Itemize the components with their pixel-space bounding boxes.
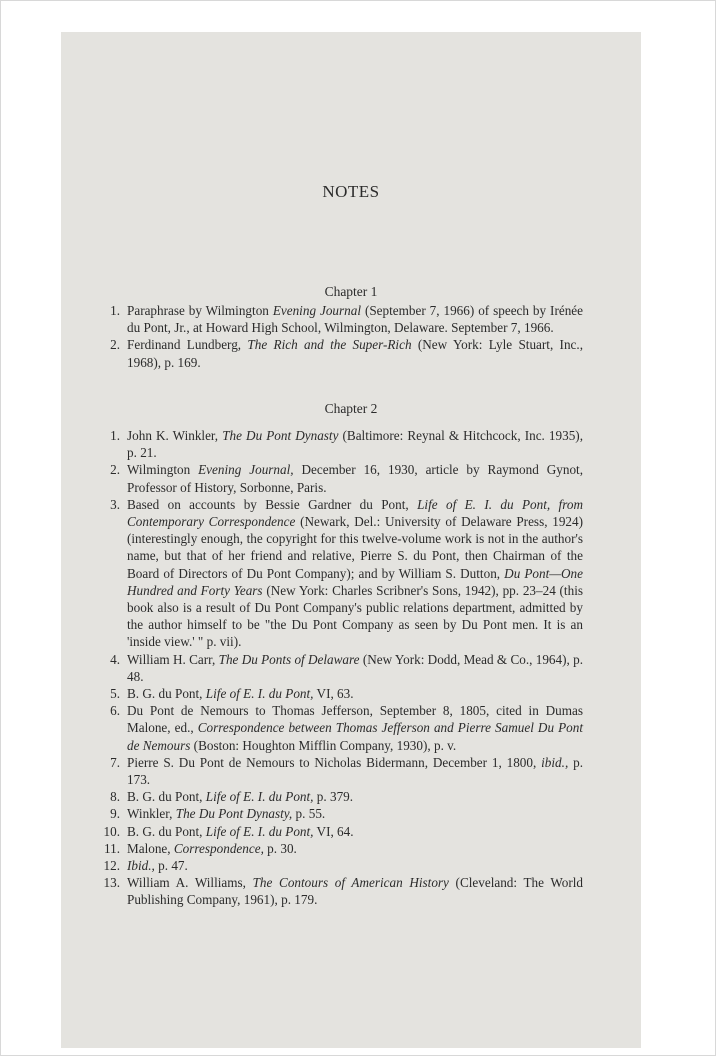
note-item xyxy=(91,823,583,840)
note-text: Du Pont de Nemours to Thomas Jefferson, September 8, 1805, cited in Dumas Malone, ed., xyxy=(127,703,583,736)
note-item xyxy=(91,805,583,822)
note-item xyxy=(91,702,583,754)
note-number: 9. xyxy=(110,806,120,822)
note-text: (Baltimore: Reynal & Hitchcock, Inc. 1935), p. 21. xyxy=(127,428,583,461)
note-title-italic: Ibid., xyxy=(127,858,155,874)
note-title-italic: The Contours of American History xyxy=(252,875,449,891)
note-text: (New York: Lyle Stuart, Inc., 1968), p. 169. xyxy=(127,337,583,370)
note-text: p. 55. xyxy=(292,806,326,822)
note-item xyxy=(91,788,583,805)
note-text: Malone, xyxy=(127,840,174,856)
note-text: December 16, 1930, article by Raymond Gynot, Professor of History, Sorbonne, Paris. xyxy=(127,462,583,495)
chapter-2-notes xyxy=(91,427,583,909)
note-item xyxy=(91,874,583,908)
note-text: William H. Carr, xyxy=(127,651,219,667)
note-number: 2. xyxy=(110,337,120,353)
note-text: (New York: Charles Scribner's Sons, 1942), pp. 23–24 (this book also is a result of Du Pont Company's public relations department, admitted by the author himself to be "the Du Pont Company as seen by Du Pont men. It is an 'inside view.' " p. vii). xyxy=(127,582,583,650)
note-title-italic: Correspondence, xyxy=(173,840,264,856)
note-title-italic: The Rich and the Super-Rich xyxy=(247,337,412,353)
note-item xyxy=(91,336,583,370)
note-text: p. 47. xyxy=(154,858,188,874)
note-item xyxy=(91,427,583,461)
document-page xyxy=(61,32,641,1048)
note-number: 5. xyxy=(110,686,120,702)
note-text: B. G. du Pont, xyxy=(127,686,206,702)
note-number: 4. xyxy=(110,651,120,667)
note-title-italic: Du Pont—One Hundred and Forty Years xyxy=(127,565,583,598)
note-text: p. 173. xyxy=(127,754,583,788)
note-text: Winkler, xyxy=(127,806,176,822)
note-number: 6. xyxy=(110,703,120,719)
note-item xyxy=(91,754,583,788)
note-text: (Boston: Houghton Mifflin Company, 1930), p. v. xyxy=(190,737,457,753)
note-item xyxy=(91,461,583,495)
chapter-heading: Chapter 2 xyxy=(324,401,378,416)
note-number: 2. xyxy=(110,462,120,478)
note-item xyxy=(91,496,583,651)
note-number: 1. xyxy=(110,428,120,443)
note-item xyxy=(91,651,583,685)
note-number: 11. xyxy=(104,840,120,856)
note-text: (Cleveland: The World Publishing Company, 1961), p. 179. xyxy=(127,875,584,908)
note-text: B. G. du Pont, xyxy=(127,789,206,805)
note-title-italic: The Du Pont Dynasty xyxy=(222,428,339,443)
note-number: 1. xyxy=(110,303,120,318)
note-text: B. G. du Pont, xyxy=(127,823,206,839)
note-number: 7. xyxy=(110,754,120,770)
note-title-italic: Correspondence between Thomas Jefferson and Pierre Samuel Du Pont de Nemours xyxy=(127,720,583,753)
note-text: (New York: Dodd, Mead & Co., 1964), p. 48. xyxy=(127,651,583,684)
note-text: VI, 64. xyxy=(313,823,354,839)
note-item xyxy=(91,685,583,702)
note-title-italic: Evening Journal xyxy=(272,303,361,318)
page-title: NOTES xyxy=(322,182,380,201)
note-number: 10. xyxy=(103,823,120,839)
note-item xyxy=(91,840,583,857)
note-text: Ferdinand Lundberg, xyxy=(127,337,248,353)
note-text: p. 30. xyxy=(263,840,297,856)
note-text: Based on accounts by Bessie Gardner du Pont, xyxy=(127,496,418,512)
note-text: Wilmington xyxy=(127,462,199,478)
note-text: Paraphrase by Wilmington xyxy=(127,303,273,318)
chapter-heading: Chapter 1 xyxy=(324,284,378,299)
note-text: John K. Winkler, xyxy=(127,428,223,443)
note-item xyxy=(91,857,583,874)
note-number: 8. xyxy=(110,789,120,805)
note-item xyxy=(91,302,583,336)
note-text: (Newark, Del.: University of Delaware Press, 1924) (interestingly enough, the copyright for this twelve-volume work is not in the author's name, but that of her friend and relative, Pierre S. du Pont, then Chairman of the Board of Directors of Du Pont Company); and by William S. Dutton, xyxy=(127,514,583,581)
note-number: 13. xyxy=(103,875,120,891)
note-title-italic: Life of E. I. du Pont, xyxy=(205,686,314,702)
note-title-italic: Evening Journal, xyxy=(198,462,294,478)
note-text: VI, 63. xyxy=(313,686,354,702)
note-title-italic: ibid., xyxy=(541,754,569,770)
note-number: 3. xyxy=(110,496,120,512)
note-number: 12. xyxy=(103,858,120,874)
chapter-1-notes xyxy=(91,302,583,371)
note-title-italic: Life of E. I. du Pont, xyxy=(205,823,314,839)
note-text: William A. Williams, xyxy=(127,875,253,891)
note-text: p. 379. xyxy=(313,789,354,805)
note-title-italic: Life of E. I. du Pont, xyxy=(205,789,314,805)
note-title-italic: The Du Ponts of Delaware xyxy=(218,651,360,667)
note-title-italic: Life of E. I. du Pont, from Contemporary Correspondence xyxy=(127,496,583,530)
note-text: (September 7, 1966) of speech by Irénée du Pont, Jr., at Howard High School, Wilmington, Delaware. September 7, 1966. xyxy=(127,303,583,336)
note-title-italic: The Du Pont Dynasty, xyxy=(175,806,293,822)
note-text: Pierre S. Du Pont de Nemours to Nicholas Bidermann, December 1, 1800, xyxy=(127,754,542,770)
